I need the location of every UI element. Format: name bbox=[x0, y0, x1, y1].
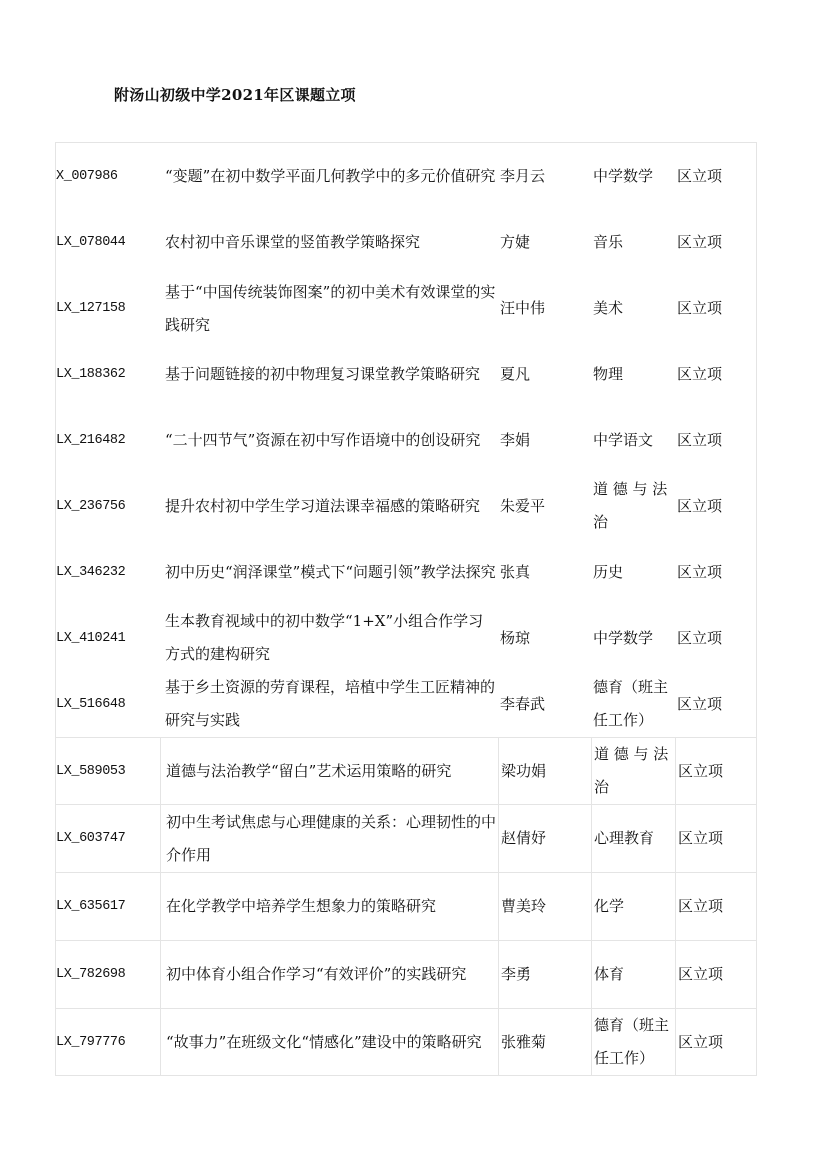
project-topic: 道德与法治教学“留白”艺术运用策略的研究 bbox=[160, 738, 498, 804]
table-row bbox=[56, 605, 756, 671]
project-author: 李勇 bbox=[498, 941, 591, 1008]
table-row bbox=[56, 210, 756, 275]
table-row bbox=[56, 737, 756, 804]
project-id: LX_603747 bbox=[56, 831, 126, 846]
table-row bbox=[56, 872, 756, 940]
project-author: 李娟 bbox=[500, 430, 531, 449]
table-row bbox=[56, 671, 756, 737]
project-level: 区立项 bbox=[675, 873, 756, 940]
project-level: 区立项 bbox=[675, 1009, 756, 1075]
table-row bbox=[56, 407, 756, 473]
project-subject: 德育（班主任工作） bbox=[593, 678, 669, 729]
project-author: 曹美玲 bbox=[498, 873, 591, 940]
project-topic: 初中生考试焦虑与心理健康的关系：心理韧性的中介作用 bbox=[160, 805, 498, 872]
project-level: 区立项 bbox=[677, 562, 723, 581]
project-author: 李月云 bbox=[500, 167, 546, 185]
table-row bbox=[56, 539, 756, 605]
project-id: LX_589053 bbox=[56, 763, 126, 779]
project-id: LX_635617 bbox=[56, 899, 126, 914]
project-author: 张雅菊 bbox=[498, 1009, 591, 1075]
project-level: 区立项 bbox=[675, 738, 756, 804]
page-title: 附汤山初级中学2021年区课题立项 bbox=[114, 86, 356, 104]
project-id: X_007986 bbox=[56, 169, 118, 184]
project-level: 区立项 bbox=[677, 233, 723, 251]
project-topic: “二十四节气”资源在初中写作语境中的创设研究 bbox=[165, 430, 481, 449]
project-level: 区立项 bbox=[677, 299, 723, 317]
project-subject: 物理 bbox=[593, 365, 624, 383]
project-subject: 道 德 与 法 治 bbox=[591, 738, 675, 804]
project-topic: 在化学教学中培养学生想象力的策略研究 bbox=[160, 873, 498, 940]
project-topic: 农村初中音乐课堂的竖笛教学策略探究 bbox=[165, 233, 421, 251]
project-id: LX_346232 bbox=[56, 564, 126, 580]
table-row bbox=[56, 473, 756, 539]
project-subject: 美术 bbox=[593, 299, 624, 317]
project-author: 张真 bbox=[500, 562, 531, 581]
project-topic: 基于乡土资源的劳育课程，培植中学生工匠精神的研究与实践 bbox=[165, 678, 496, 729]
project-level: 区立项 bbox=[677, 628, 723, 647]
project-id: LX_188362 bbox=[56, 367, 126, 382]
project-subject: 中学语文 bbox=[593, 430, 654, 449]
project-topic: 基于“中国传统装饰图案”的初中美术有效课堂的实践研究 bbox=[165, 282, 496, 334]
project-topic: 生本教育视域中的初中数学“1+X”小组合作学习方式的建构研究 bbox=[165, 612, 484, 663]
project-id: LX_216482 bbox=[56, 432, 126, 448]
project-subject: 音乐 bbox=[593, 233, 624, 251]
project-id: LX_078044 bbox=[56, 235, 126, 250]
project-author: 梁功娟 bbox=[498, 738, 591, 804]
project-id: LX_516648 bbox=[56, 696, 126, 712]
project-level: 区立项 bbox=[677, 365, 723, 383]
project-subject: 道 德 与 法 治 bbox=[593, 480, 668, 531]
project-subject: 心理教育 bbox=[591, 805, 675, 872]
table-row bbox=[56, 342, 756, 407]
project-subject: 德育（班主任工作） bbox=[591, 1009, 675, 1075]
project-id: LX_410241 bbox=[56, 630, 126, 646]
project-author: 赵倩妤 bbox=[498, 805, 591, 872]
project-level: 区立项 bbox=[677, 694, 723, 713]
project-subject: 中学数学 bbox=[593, 628, 654, 647]
project-id: LX_127158 bbox=[56, 301, 126, 316]
table-row bbox=[56, 940, 756, 1008]
table-row bbox=[56, 275, 756, 342]
project-id: LX_797776 bbox=[56, 1034, 126, 1050]
project-author: 杨琼 bbox=[500, 628, 531, 647]
table-row bbox=[56, 804, 756, 872]
project-level: 区立项 bbox=[675, 805, 756, 872]
project-topic: “变题”在初中数学平面几何教学中的多元价值研究 bbox=[165, 167, 496, 185]
project-id: LX_236756 bbox=[56, 498, 126, 514]
project-author: 李春武 bbox=[500, 694, 546, 713]
project-author: 朱爱平 bbox=[500, 496, 546, 515]
project-level: 区立项 bbox=[677, 167, 723, 185]
project-topic: “故事力”在班级文化“情感化”建设中的策略研究 bbox=[160, 1009, 498, 1075]
project-subject: 体育 bbox=[591, 941, 675, 1008]
table-row bbox=[56, 1008, 756, 1075]
project-subject: 化学 bbox=[591, 873, 675, 940]
project-level: 区立项 bbox=[675, 941, 756, 1008]
project-topic: 初中历史“润泽课堂”模式下“问题引领”教学法探究 bbox=[165, 562, 496, 581]
project-level: 区立项 bbox=[677, 496, 723, 515]
project-level: 区立项 bbox=[677, 430, 723, 449]
project-topic: 基于问题链接的初中物理复习课堂教学策略研究 bbox=[165, 365, 481, 383]
project-topic: 初中体育小组合作学习“有效评价”的实践研究 bbox=[160, 941, 498, 1008]
project-id: LX_782698 bbox=[56, 967, 126, 982]
project-subject: 中学数学 bbox=[593, 167, 654, 185]
project-author: 方婕 bbox=[500, 233, 531, 251]
project-author: 汪中伟 bbox=[500, 299, 546, 317]
project-author: 夏凡 bbox=[500, 365, 531, 383]
project-subject: 历史 bbox=[593, 562, 624, 581]
project-topic: 提升农村初中学生学习道法课幸福感的策略研究 bbox=[165, 496, 481, 515]
project-table bbox=[55, 142, 757, 1076]
table-row bbox=[56, 143, 756, 210]
